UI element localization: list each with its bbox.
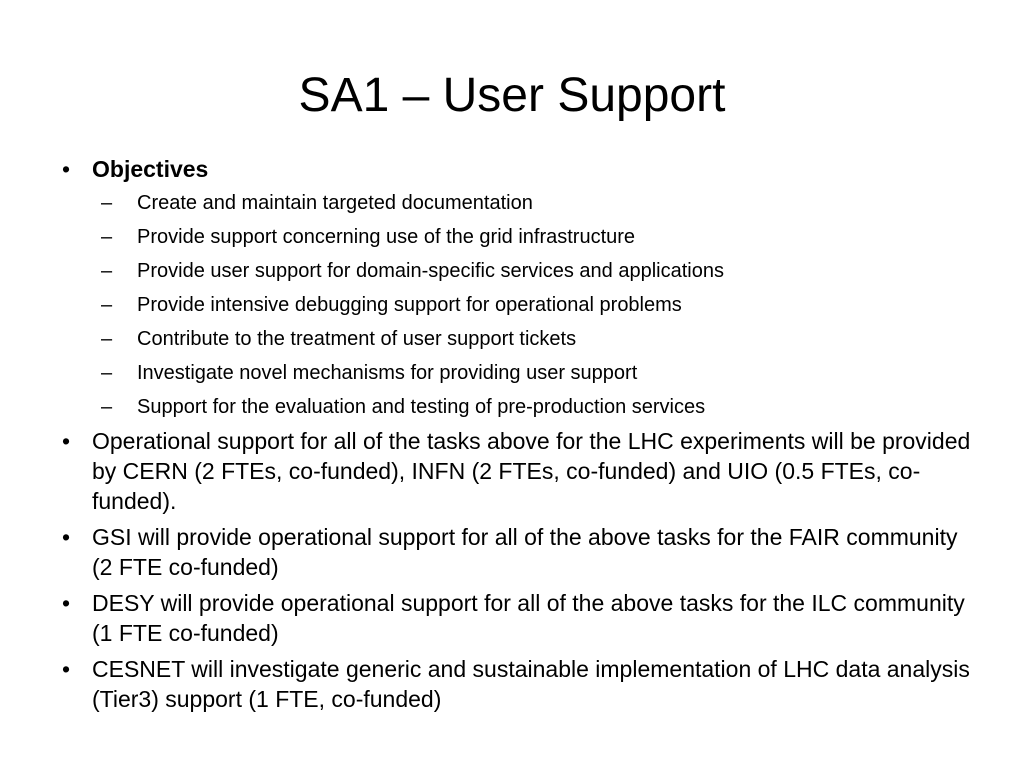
bullet-text: Operational support for all of the tasks above for the LHC experiments will be provided by CERN (2 FTEs, co-funded), INFN (2 FTEs, co-funded) and UIO (0.5 FTEs, co-funded). [92,428,971,514]
objective-item [92,390,976,424]
bullet-marker: • [61,156,71,182]
objectives-sub-list [92,186,976,424]
objective-item [92,186,976,220]
bullet-text: DESY will provide operational support for all of the above tasks for the ILC community (1 FTE co-funded) [92,590,965,646]
objective-text: Provide support concerning use of the grid infrastructure [137,226,636,248]
bullet-gsi-support [56,522,976,582]
bullet-desy-support [56,588,976,648]
slide-content [56,154,976,720]
objective-text: Provide intensive debugging support for operational problems [137,294,682,316]
objective-text: Support for the evaluation and testing of pre-production services [137,396,706,418]
bullet-marker: • [61,590,71,616]
dash-marker: – [101,362,113,384]
bullet-list [56,154,976,714]
bullet-text: CESNET will investigate generic and sustainable implementation of LHC data analysis (Tier3) support (1 FTE, co-funded) [92,656,970,712]
objective-text: Investigate novel mechanisms for providing user support [137,362,638,384]
dash-marker: – [101,396,113,418]
objective-text: Provide user support for domain-specific services and applications [137,260,724,282]
dash-marker: – [101,328,113,350]
dash-marker: – [101,226,113,248]
bullet-lhc-support [56,426,976,516]
bullet-text: GSI will provide operational support for all of the above tasks for the FAIR community (2 FTE co-funded) [92,524,958,580]
bullet-marker: • [61,428,71,454]
objectives-heading: Objectives [92,156,209,182]
bullet-marker: • [61,656,71,682]
objective-item [92,254,976,288]
bullet-cesnet-support [56,654,976,714]
objective-text: Create and maintain targeted documentation [137,192,533,214]
objectives-bullet [56,154,976,424]
dash-marker: – [101,260,113,282]
objective-item [92,322,976,356]
objective-item [92,356,976,390]
objective-item [92,288,976,322]
dash-marker: – [101,294,113,316]
objective-item [92,220,976,254]
dash-marker: – [101,192,113,214]
objective-text: Contribute to the treatment of user support tickets [137,328,577,350]
bullet-marker: • [61,524,71,550]
slide-title: SA1 – User Support [298,69,726,122]
